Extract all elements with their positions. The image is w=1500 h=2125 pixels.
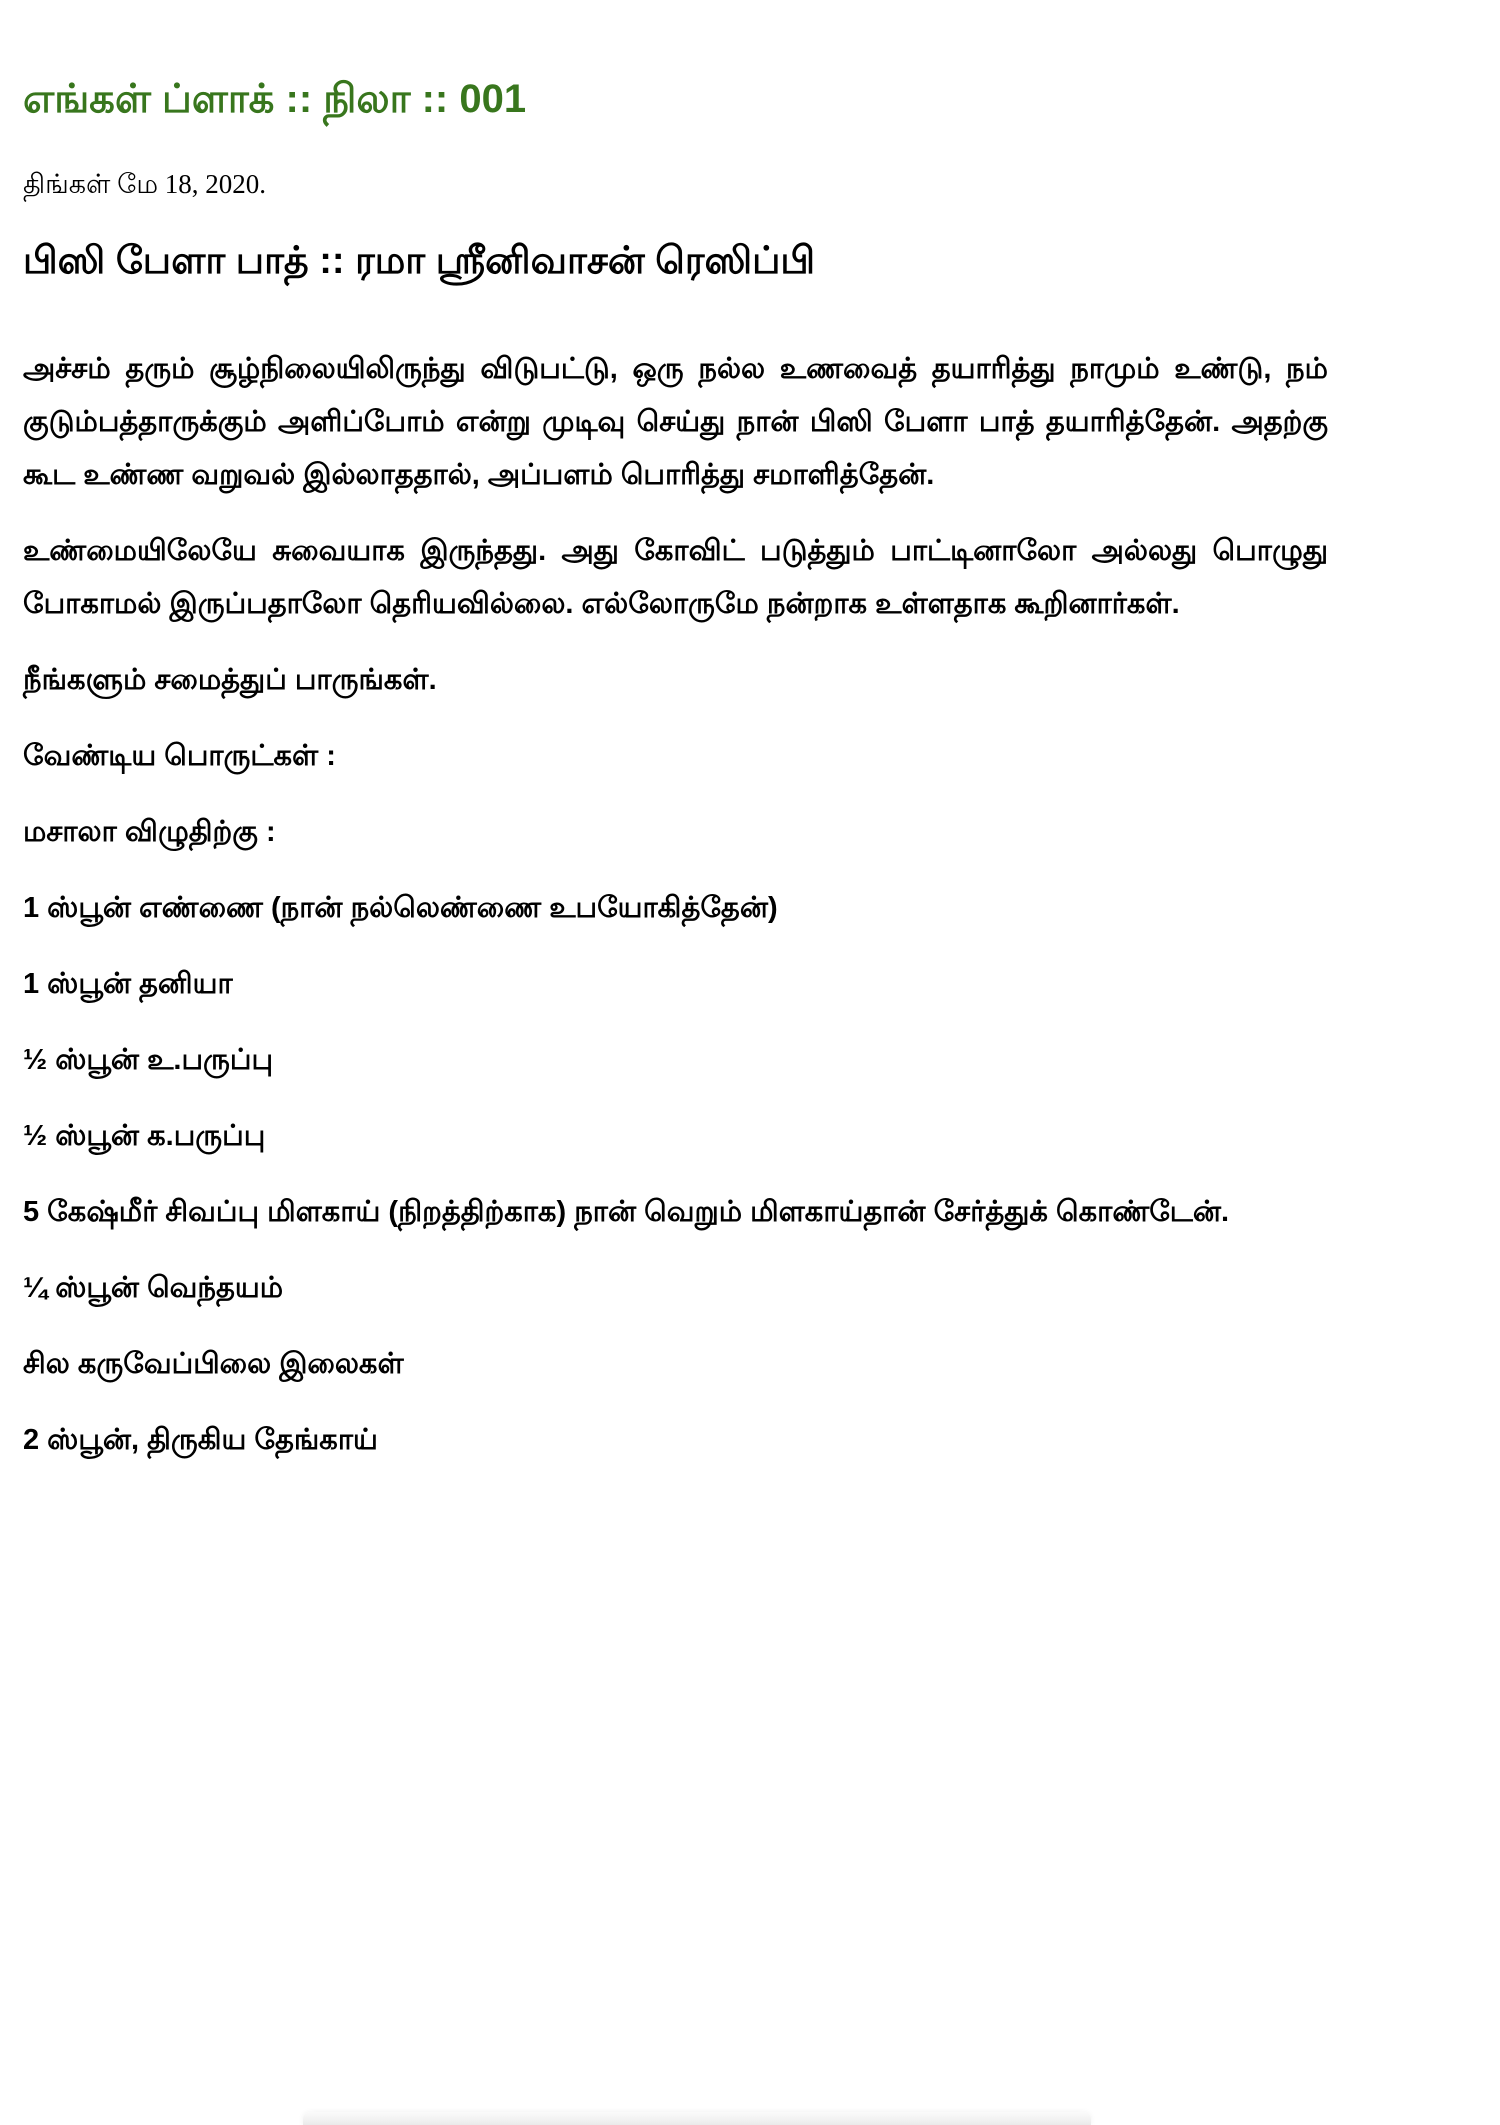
ingredient-item: ½ ஸ்பூன் க.பருப்பு [23,1120,266,1153]
ingredient-item: 1 ஸ்பூன் தனியா [23,968,233,1001]
ingredient-item: 5 கேஷ்மீர் சிவப்பு மிளகாய் (நிறத்திற்காக) நான் வெறும் மிளகாய்தான் சேர்த்துக் கொண்டேன். [23,1196,1230,1229]
ingredient-item: சில கருவேப்பிலை இலைகள் [23,1348,404,1381]
post-body [23,343,1328,1467]
ingredient-item: ½ ஸ்பூன் உ.பருப்பு [23,1044,274,1077]
post-date: திங்கள் மே 18, 2020. [23,169,267,199]
embedded-image-top-edge [303,2112,1091,2125]
ingredients-heading: வேண்டிய பொருட்கள் : [23,740,336,773]
ingredient-item: 2 ஸ்பூன், திருகிய தேங்காய் [23,1424,378,1457]
blog-title: எங்கள் ப்ளாக் :: நிலா :: 001 [23,77,527,121]
ingredient-item: 1 ஸ்பூன் எண்ணை (நான் நல்லெண்ணை உபயோகித்தேன்) [23,892,778,925]
ingredient-item: ¼ ஸ்பூன் வெந்தயம் [23,1272,284,1305]
paragraph-try-it: நீங்களும் சமைத்துப் பாருங்கள். [23,664,437,697]
post-title: பிஸி பேளா பாத் :: ரமா ஸ்ரீனிவாசன் ரெஸிப்பி [23,239,816,282]
paragraph-review: உண்மையிலேயே சுவையாக இருந்தது. அது கோவிட் படுத்தும் பாட்டினாலோ அல்லது பொழுது போகாமல் இருப்பதாலோ தெரியவில்லை. எல்லோருமே நன்றாக உள்ளதாக கூறினார்கள். [23,535,1328,621]
masala-paste-heading: மசாலா விழுதிற்கு : [23,816,276,849]
paragraph-intro: அச்சம் தரும் சூழ்நிலையிலிருந்து விடுபட்டு, ஒரு நல்ல உணவைத் தயாரித்து நாமும் உண்டு, நம் குடும்பத்தாருக்கும் அளிப்போம் என்று முடிவு செய்து நான் பிஸி பேளா பாத் தயாரித்தேன். அதற்கு கூட உண்ண வறுவல் இல்லாததால், அப்பளம் பொரித்து சமாளித்தேன். [23,353,1328,492]
